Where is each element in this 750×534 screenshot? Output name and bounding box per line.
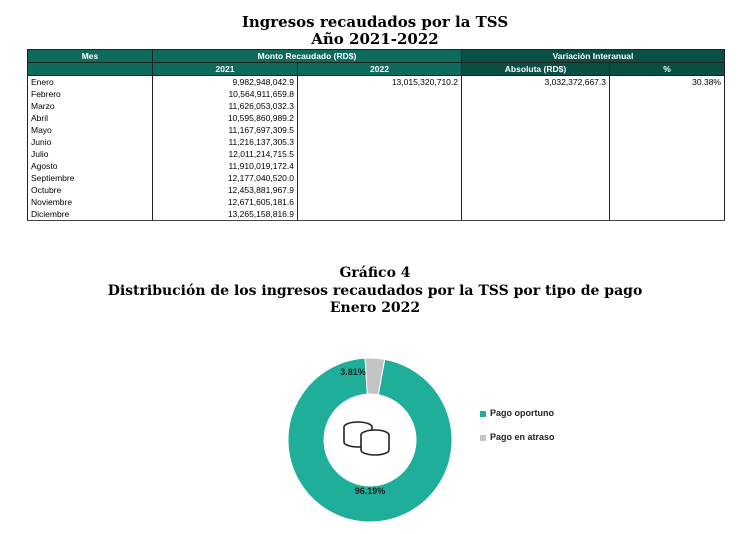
data-label-pago-en-atraso: 3.81% <box>340 367 366 377</box>
month-cell: Marzo <box>28 100 153 112</box>
percent-cell <box>610 148 725 160</box>
absolute-cell <box>462 160 610 172</box>
value-2021-cell: 12,671,605,181.6 <box>153 196 298 208</box>
percent-cell <box>610 196 725 208</box>
absolute-cell <box>462 88 610 100</box>
value-2021-cell: 11,910,019,172.4 <box>153 160 298 172</box>
month-cell: Diciembre <box>28 208 153 221</box>
absolute-cell <box>462 112 610 124</box>
table-row <box>28 208 725 221</box>
absolute-cell <box>462 208 610 221</box>
legend-label: Pago en atraso <box>490 432 555 442</box>
absolute-cell <box>462 124 610 136</box>
value-2021-cell: 11,216,137,305.3 <box>153 136 298 148</box>
value-2021-cell: 9,982,948,042.9 <box>153 76 298 89</box>
month-cell: Abril <box>28 112 153 124</box>
table-row <box>28 160 725 172</box>
percent-cell <box>610 124 725 136</box>
header-pct: % <box>610 63 725 76</box>
month-cell: Julio <box>28 148 153 160</box>
month-cell: Septiembre <box>28 172 153 184</box>
absolute-cell: 3,032,372,667.3 <box>462 76 610 89</box>
percent-cell <box>610 160 725 172</box>
month-cell: Noviembre <box>28 196 153 208</box>
header-2021: 2021 <box>153 63 298 76</box>
month-cell: Febrero <box>28 88 153 100</box>
data-label-pago-oportuno: 96.19% <box>354 486 386 496</box>
table-row <box>28 76 725 89</box>
month-cell: Mayo <box>28 124 153 136</box>
percent-cell <box>610 112 725 124</box>
legend-swatch <box>480 411 486 417</box>
header-mes: Mes <box>28 50 153 63</box>
value-2022-cell <box>298 112 462 124</box>
value-2021-cell: 11,167,697,309.5 <box>153 124 298 136</box>
header-2022: 2022 <box>298 63 462 76</box>
month-cell: Junio <box>28 136 153 148</box>
absolute-cell <box>462 184 610 196</box>
value-2022-cell <box>298 88 462 100</box>
value-2022-cell: 13,015,320,710.2 <box>298 76 462 89</box>
table-row <box>28 124 725 136</box>
value-2022-cell <box>298 148 462 160</box>
legend-item-pago-en-atraso <box>480 432 555 442</box>
table-row <box>28 100 725 112</box>
value-2022-cell <box>298 160 462 172</box>
absolute-cell <box>462 172 610 184</box>
value-2021-cell: 11,626,053,032.3 <box>153 100 298 112</box>
revenue-table <box>27 49 725 221</box>
percent-cell: 30.38% <box>610 76 725 89</box>
chart-period: Enero 2022 <box>329 300 421 316</box>
percent-cell <box>610 136 725 148</box>
value-2022-cell <box>298 100 462 112</box>
percent-cell <box>610 172 725 184</box>
absolute-cell <box>462 136 610 148</box>
legend-item-pago-oportuno <box>480 408 554 418</box>
value-2021-cell: 10,564,911,659.8 <box>153 88 298 100</box>
absolute-cell <box>462 148 610 160</box>
value-2022-cell <box>298 208 462 221</box>
table-row <box>28 196 725 208</box>
absolute-cell <box>462 196 610 208</box>
value-2022-cell <box>298 136 462 148</box>
chart-title: Distribución de los ingresos recaudados por la TSS por tipo de pago <box>107 283 643 299</box>
value-2021-cell: 13,265,158,816.9 <box>153 208 298 221</box>
value-2022-cell <box>298 196 462 208</box>
table-row <box>28 172 725 184</box>
month-cell: Agosto <box>28 160 153 172</box>
header-absoluta: Absoluta (RD$) <box>462 63 610 76</box>
month-cell: Octubre <box>28 184 153 196</box>
percent-cell <box>610 208 725 221</box>
value-2021-cell: 12,177,040,520.0 <box>153 172 298 184</box>
absolute-cell <box>462 100 610 112</box>
header-monto: Monto Recaudado (RD$) <box>153 50 462 63</box>
chart-label: Gráfico 4 <box>339 265 411 281</box>
value-2021-cell: 12,011,214,715.5 <box>153 148 298 160</box>
table-row <box>28 184 725 196</box>
table-row <box>28 148 725 160</box>
table-subtitle: Año 2021-2022 <box>311 30 439 48</box>
percent-cell <box>610 100 725 112</box>
value-2022-cell <box>298 172 462 184</box>
legend-swatch <box>480 435 486 441</box>
donut-chart <box>280 350 460 530</box>
table-row <box>28 112 725 124</box>
value-2021-cell: 12,453,881,967.9 <box>153 184 298 196</box>
legend-label: Pago oportuno <box>490 408 554 418</box>
percent-cell <box>610 88 725 100</box>
value-2022-cell <box>298 184 462 196</box>
value-2022-cell <box>298 124 462 136</box>
percent-cell <box>610 184 725 196</box>
coins-icon <box>344 422 389 455</box>
header-variacion: Variación Interanual <box>462 50 725 63</box>
value-2021-cell: 10,595,860,989.2 <box>153 112 298 124</box>
month-cell: Enero <box>28 76 153 89</box>
table-row <box>28 136 725 148</box>
table-row <box>28 88 725 100</box>
table-title: Ingresos recaudados por la TSS <box>241 13 509 31</box>
